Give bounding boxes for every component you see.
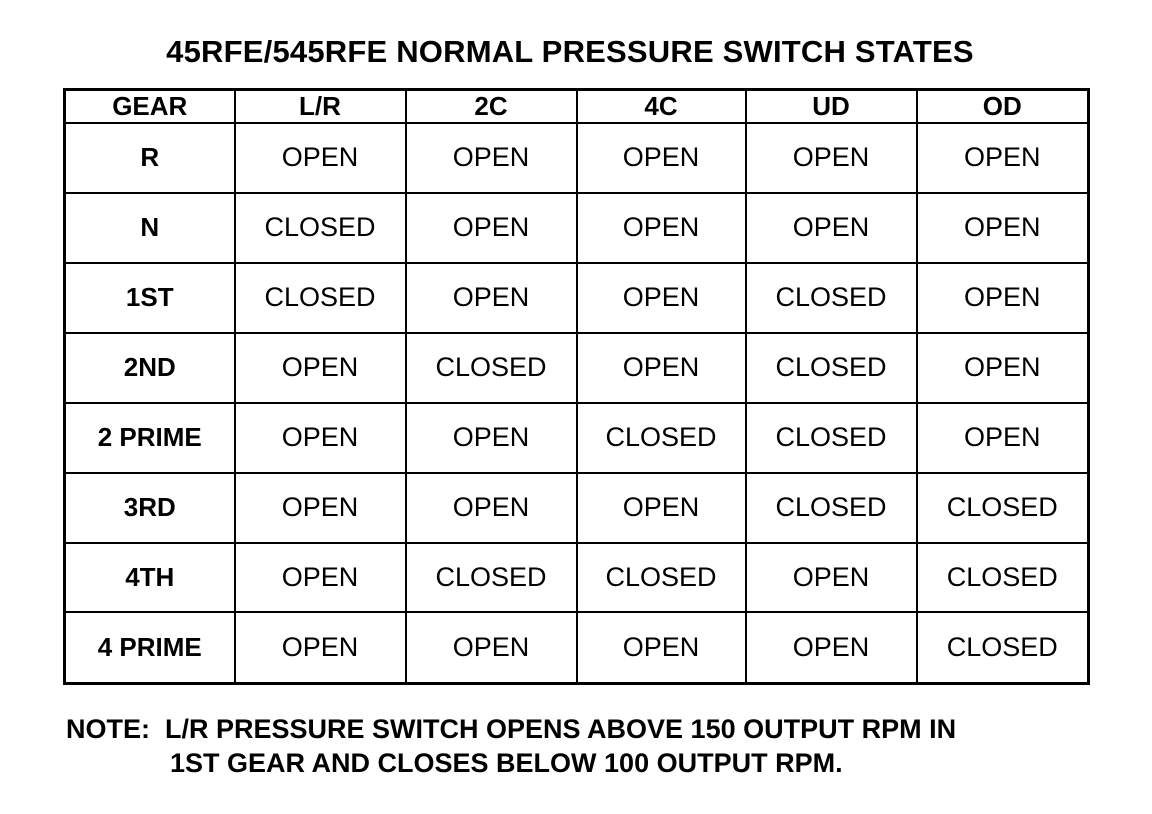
gear-cell: 1ST — [65, 263, 235, 333]
gear-cell: 3RD — [65, 473, 235, 543]
switch-state-cell: CLOSED — [917, 543, 1089, 613]
switch-state-cell: OPEN — [406, 263, 577, 333]
gear-cell: R — [65, 123, 235, 193]
switch-state-cell: OPEN — [917, 193, 1089, 263]
gear-cell: 2ND — [65, 333, 235, 403]
switch-state-cell: OPEN — [235, 473, 406, 543]
column-header-2c: 2C — [406, 90, 577, 124]
table-row — [65, 333, 1089, 403]
switch-state-cell: OPEN — [235, 543, 406, 613]
table-row — [65, 123, 1089, 193]
pressure-switch-table — [63, 88, 1090, 685]
table-header-row — [65, 90, 1089, 124]
page-title: 45RFE/545RFE NORMAL PRESSURE SWITCH STATES — [166, 34, 974, 69]
switch-state-cell: OPEN — [235, 612, 406, 683]
switch-state-cell: OPEN — [406, 123, 577, 193]
switch-state-cell: OPEN — [917, 403, 1089, 473]
table-row — [65, 473, 1089, 543]
switch-state-cell: OPEN — [746, 543, 917, 613]
column-header-lr: L/R — [235, 90, 406, 124]
switch-state-cell: OPEN — [406, 473, 577, 543]
switch-state-cell: OPEN — [746, 193, 917, 263]
table-row — [65, 543, 1089, 613]
table-row — [65, 193, 1089, 263]
switch-state-cell: OPEN — [577, 263, 746, 333]
column-header-gear: GEAR — [65, 90, 235, 124]
footnote-line-2: 1ST GEAR AND CLOSES BELOW 100 OUTPUT RPM. — [170, 748, 843, 778]
switch-state-cell: OPEN — [235, 403, 406, 473]
switch-state-cell: OPEN — [406, 193, 577, 263]
switch-state-cell: OPEN — [577, 193, 746, 263]
column-header-4c: 4C — [577, 90, 746, 124]
footnote-line-1: NOTE: L/R PRESSURE SWITCH OPENS ABOVE 150 OUTPUT RPM IN — [66, 714, 957, 744]
column-header-ud: UD — [746, 90, 917, 124]
switch-state-cell: CLOSED — [746, 333, 917, 403]
switch-state-cell: CLOSED — [746, 263, 917, 333]
switch-state-cell: CLOSED — [577, 403, 746, 473]
switch-state-cell: CLOSED — [235, 263, 406, 333]
switch-state-cell: CLOSED — [235, 193, 406, 263]
switch-state-cell: OPEN — [406, 612, 577, 683]
switch-state-cell: CLOSED — [917, 612, 1089, 683]
gear-cell: 4TH — [65, 543, 235, 613]
table-row — [65, 403, 1089, 473]
table-row — [65, 263, 1089, 333]
switch-state-cell: OPEN — [577, 333, 746, 403]
table-row — [65, 612, 1089, 683]
gear-cell: 4 PRIME — [65, 612, 235, 683]
switch-state-cell: OPEN — [235, 333, 406, 403]
switch-state-cell: CLOSED — [577, 543, 746, 613]
switch-state-cell: OPEN — [406, 403, 577, 473]
switch-state-cell: OPEN — [577, 612, 746, 683]
switch-state-cell: CLOSED — [406, 333, 577, 403]
footnote — [66, 712, 956, 780]
switch-state-cell: OPEN — [917, 263, 1089, 333]
gear-cell: 2 PRIME — [65, 403, 235, 473]
switch-state-cell: CLOSED — [746, 473, 917, 543]
switch-state-cell: OPEN — [577, 123, 746, 193]
switch-state-cell: OPEN — [235, 123, 406, 193]
switch-state-cell: OPEN — [917, 123, 1089, 193]
switch-state-cell: CLOSED — [406, 543, 577, 613]
gear-cell: N — [65, 193, 235, 263]
switch-state-cell: OPEN — [746, 123, 917, 193]
switch-state-cell: OPEN — [917, 333, 1089, 403]
switch-state-cell: CLOSED — [746, 403, 917, 473]
switch-state-cell: OPEN — [746, 612, 917, 683]
switch-state-cell: OPEN — [577, 473, 746, 543]
switch-state-cell: CLOSED — [917, 473, 1089, 543]
column-header-od: OD — [917, 90, 1089, 124]
